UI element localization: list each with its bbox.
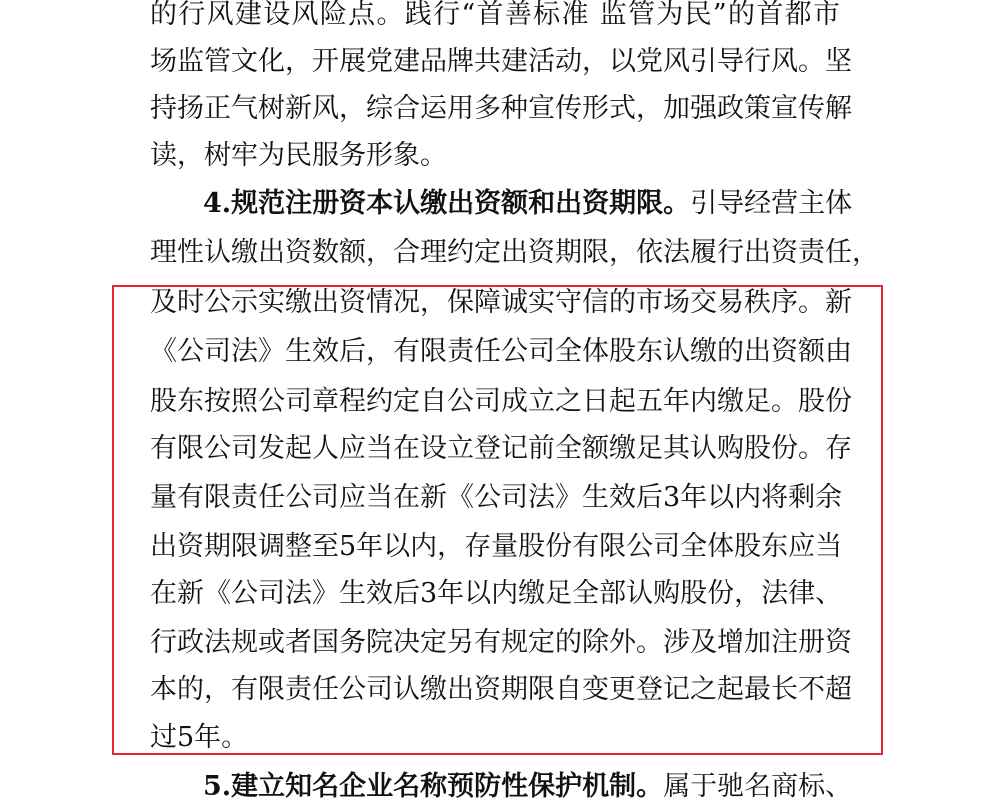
paragraph-line: 场监管文化，开展党建品牌共建活动，以党风引导行风。坚 bbox=[150, 46, 852, 77]
section-4-line: 行政法规或者国务院决定另有规定的除外。涉及增加注册资 bbox=[150, 627, 852, 658]
section-4-line: 本的，有限责任公司认缴出资期限自变更登记之起最长不超 bbox=[150, 674, 852, 705]
section-4-line: 理性认缴出资数额，合理约定出资期限，依法履行出资责任， bbox=[150, 237, 879, 268]
section-4-line: 有限公司发起人应当在设立登记前全额缴足其认购股份。存 bbox=[150, 433, 852, 464]
section-4-line: 过5年。 bbox=[150, 722, 249, 753]
section-5-heading-tail: 属于驰名商标、 bbox=[663, 771, 853, 802]
section-4-line: 及时公示实缴出资情况，保障诚实守信的市场交易秩序。新 bbox=[150, 287, 852, 318]
paragraph-line: 读，树牢为民服务形象。 bbox=[150, 140, 447, 171]
section-4-heading: 4.规范注册资本认缴出资额和出资期限。 bbox=[203, 188, 691, 219]
section-4-line: 《公司法》生效后，有限责任公司全体股东认缴的出资额由 bbox=[150, 336, 852, 367]
paragraph-line: 的行风建设风险点。践行“首善标准 监管为民”的首都市 bbox=[150, 0, 840, 30]
section-4-line: 股东按照公司章程约定自公司成立之日起五年内缴足。股份 bbox=[150, 386, 852, 417]
section-4-heading-line bbox=[203, 184, 853, 224]
section-4-line: 量有限责任公司应当在新《公司法》生效后3年以内将剩余 bbox=[150, 482, 843, 513]
section-4-line: 出资期限调整至5年以内，存量股份有限公司全体股东应当 bbox=[150, 531, 843, 562]
section-5-heading: 5.建立知名企业名称预防性保护机制。 bbox=[203, 771, 664, 802]
paragraph-line: 持扬正气树新风，综合运用多种宣传形式，加强政策宣传解 bbox=[150, 93, 852, 124]
section-5-heading-line bbox=[203, 767, 853, 807]
section-4-line: 在新《公司法》生效后3年以内缴足全部认购股份，法律、 bbox=[150, 578, 843, 609]
section-4-heading-tail: 引导经营主体 bbox=[690, 188, 853, 219]
